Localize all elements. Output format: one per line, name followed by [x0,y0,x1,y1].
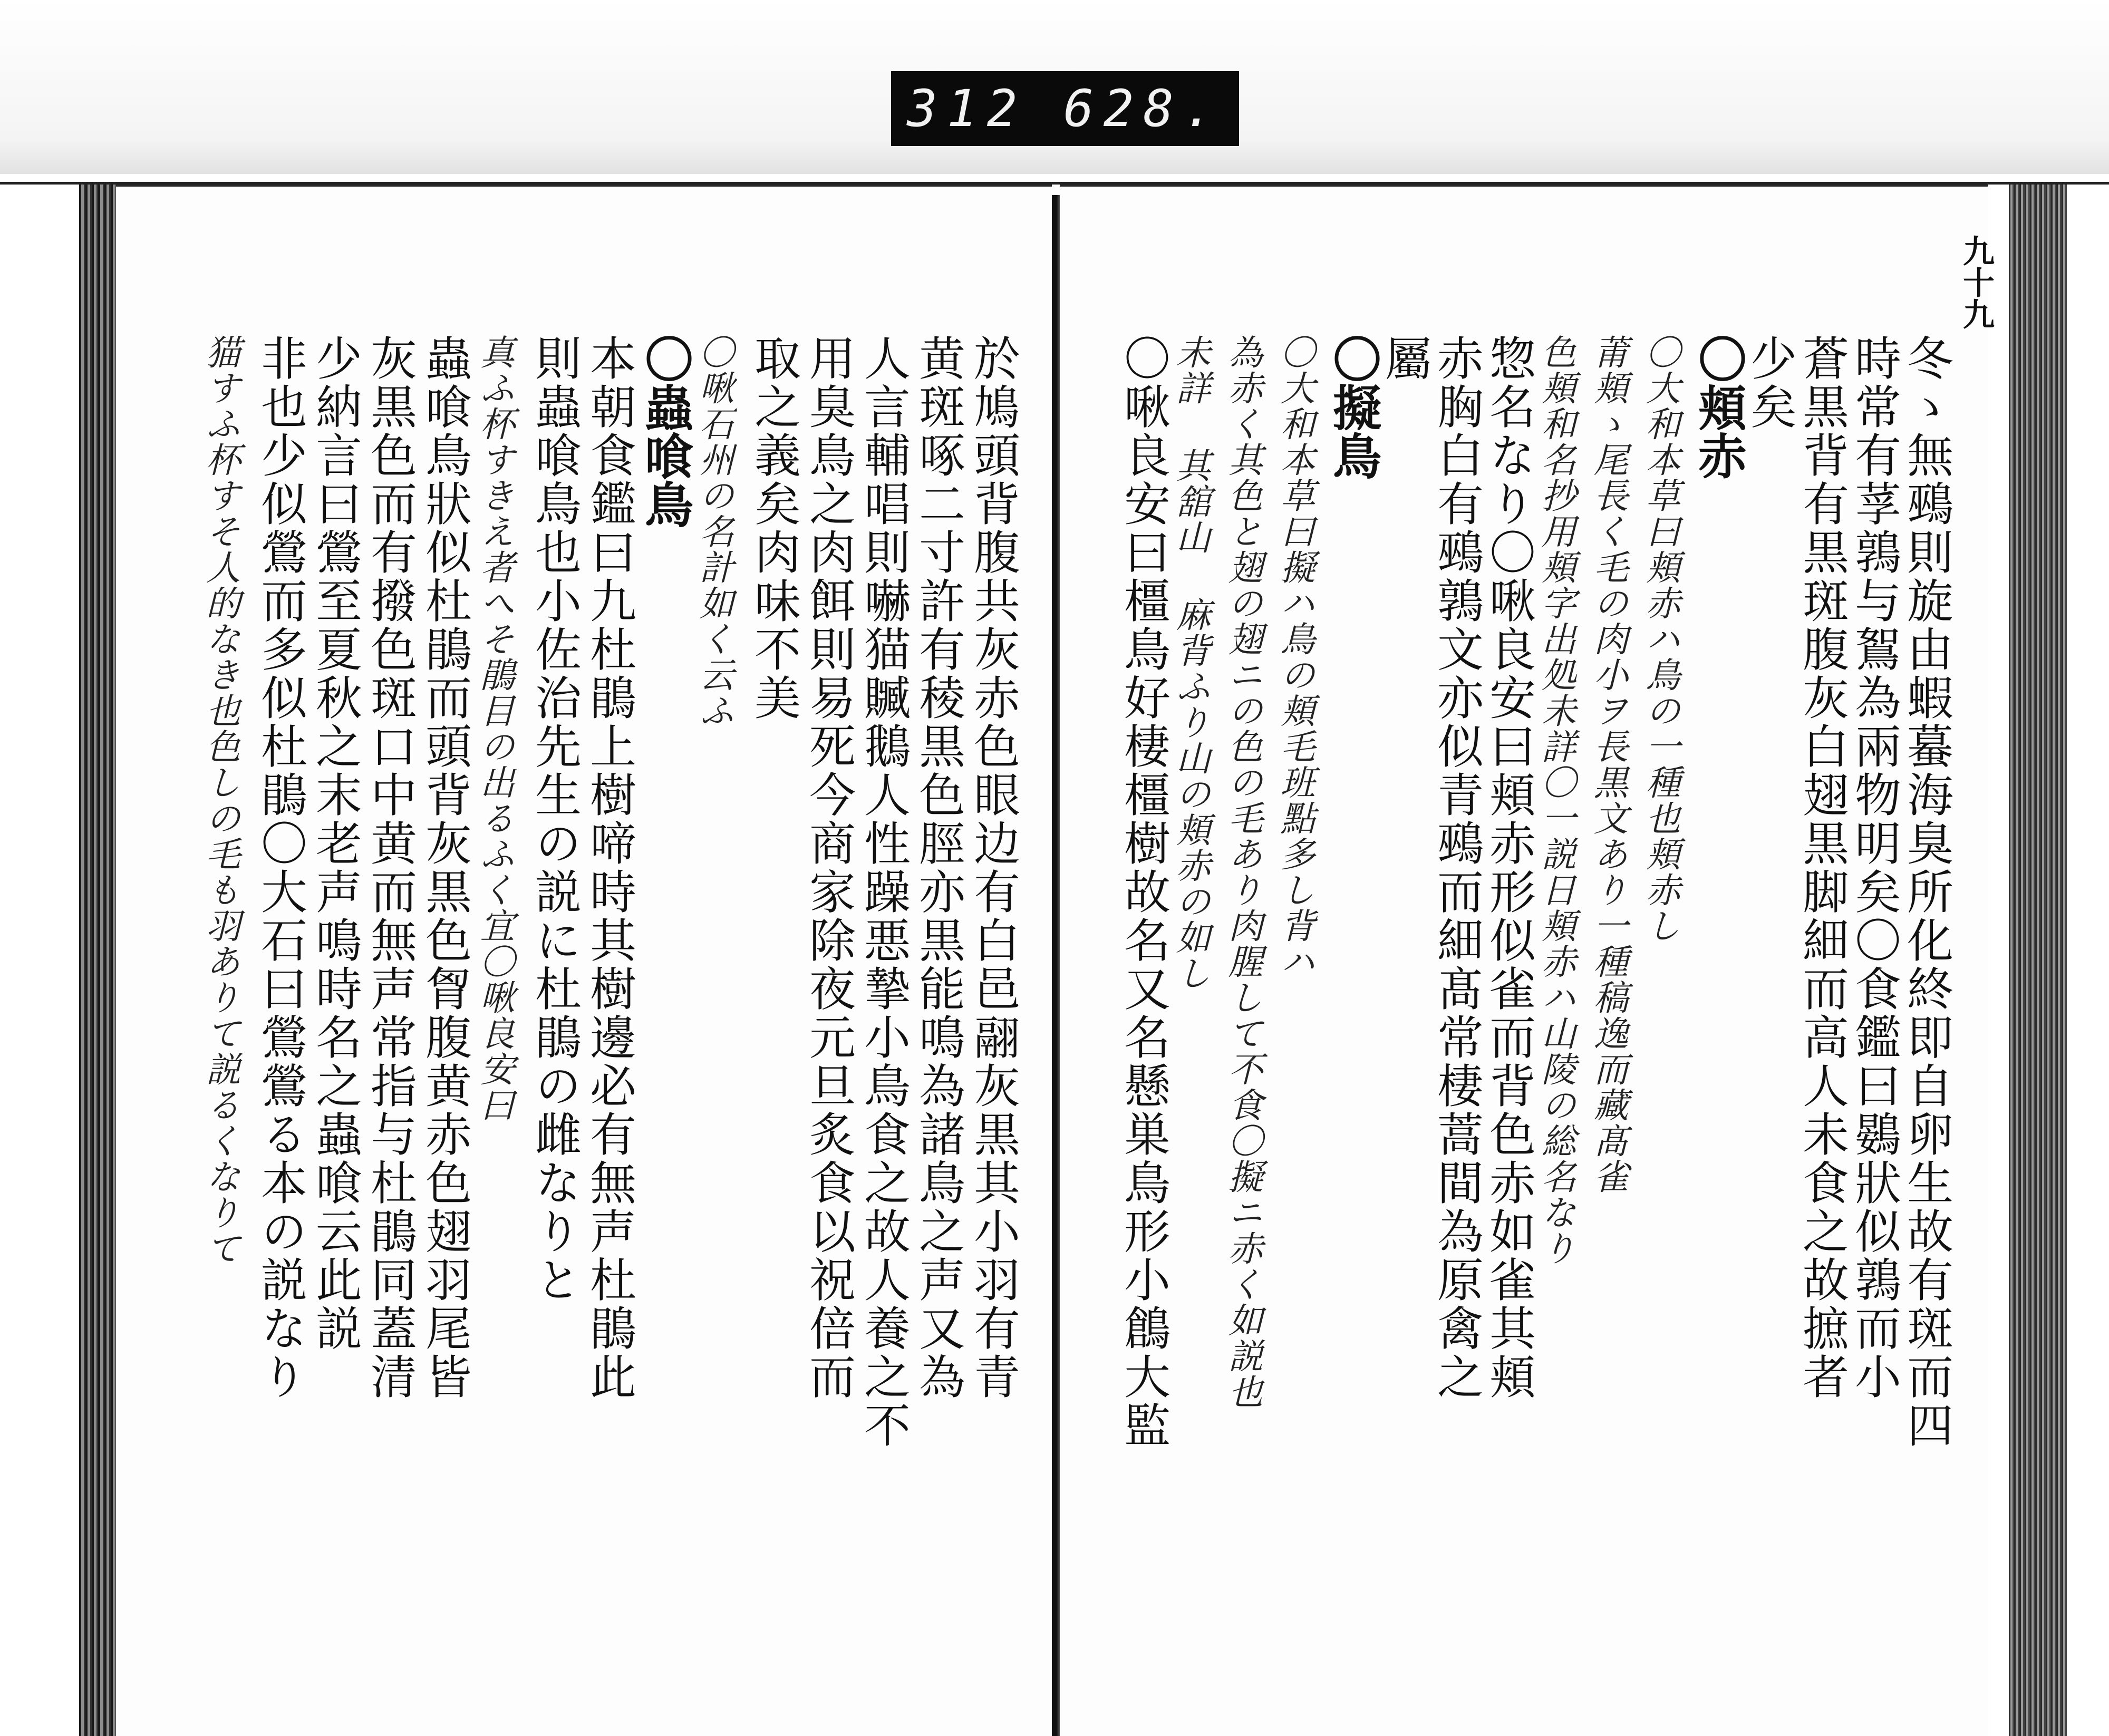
right_page-column-8: 惣名なり〇啾良安曰頬赤形似雀而背色赤如雀其頬 [1482,334,1536,1401]
left_page-column-4: 取之義矣肉味不美 [747,334,801,722]
left_page-column-14: 猫すふ杯すそ人的なき也色しの毛も羽ありて説るくなりて [200,334,240,1266]
left-page [116,185,1052,1736]
right_page-column-5: 〇大和本草曰頬赤ハ鳥の一種也頬赤し [1640,334,1680,944]
right_page-column-6: 莆頬ゝ尾長く毛の肉小ヲ長黒文あり一種稿逸而藏髙雀 [1588,334,1628,1195]
right_page-column-2: 蒼黒背有黒斑腹灰白翅黒脚細而高人未食之故摭者 [1795,334,1850,1401]
call-number-left: 312 [907,79,1027,138]
call-number-label [891,71,1239,146]
right_page-column-11: 〇擬鳥 [1325,334,1382,480]
right_page-column-15: 〇啾良安曰橿鳥好棲橿樹故名又名懸巣鳥形小鶬大監 [1117,334,1171,1450]
page-number: 九十九 [1958,235,1995,329]
right_page-column-3: 少矣 [1743,334,1797,431]
right_page-column-0: 冬ゝ無鵐則旋由蝦蟇海臭所化終即自卵生故有斑而四 [1900,334,1954,1450]
left_page-column-8: 則蟲喰鳥也小佐治先生の説に杜鵑の雌なりと [528,334,582,1304]
left_page-column-7: 本朝食鑑曰九杜鵑上樹啼時其樹邊必有無声杜鵑此 [583,334,637,1401]
left_page-column-0: 於鳩頭背腹共灰赤色眼边有白邑翮灰黒其小羽有青 [966,334,1021,1401]
right_page-column-7: 色頬和名抄用頬字出処未詳〇一説日頬赤ハ山陵の総名なり [1535,334,1576,1266]
left_page-column-13: 非也少似鶯而多似杜鵑〇大石曰鶯鶯る本の説なり [254,334,308,1401]
left_page-column-9: 真ふ杯すきえ者へそ鵑目の出るふく宜〇啾良安曰 [474,334,515,1123]
right-page [1060,185,1988,1736]
left_page-column-3: 用臭鳥之肉餌則易死今商家除夜元旦炙食以祝倍而 [802,334,856,1401]
left_page-column-2: 人言輔唱則嚇猫贓鵝人性躁悪摯小鳥食之故人養之不 [857,334,911,1450]
left_page-column-1: 黄斑啄二寸許有稜黒色脛亦黒能鳴為諸鳥之声又為 [912,334,966,1401]
book-spread [79,185,2030,1736]
right_page-column-4: 〇頬赤 [1690,334,1747,480]
left_page-column-12: 少納言曰鶯至夏秋之末老声鳴時名之蟲喰云此説 [308,334,363,1353]
call-number-right: 628. [1063,79,1223,138]
right_page-column-10: 屬 [1378,334,1432,383]
left_page-column-10: 蟲喰鳥狀似杜鵑而頭背灰黒色胷腹黄赤色翅羽尾皆 [418,334,472,1401]
left_page-column-6: 〇蟲喰鳥 [637,334,694,528]
right_page-column-12: 〇大和本草曰擬ハ鳥の頬毛班點多し背ハ [1274,334,1315,979]
left_page-column-11: 灰黒色而有撥色斑口中黄而無声常指与杜鵑同蓋清 [363,334,418,1401]
left_page-column-5: 〇啾石州の名計如く云ふ [693,334,734,729]
book-edge-right [2009,185,2067,1736]
right_page-column-13: 為赤く其色と翅の翅ニの色の毛あり肉腥して不食〇擬ニ赤く如説也 [1222,334,1263,1410]
right_page-column-9: 赤胸白有鵐鶉文亦似青鵐而細髙常棲蒿間為原禽之 [1430,334,1484,1401]
right_page-column-14: 未詳 其舘山 麻背ふり山の頬赤の如し [1170,334,1211,991]
book-gutter [1052,195,1060,1736]
right_page-column-1: 時常有莩鶉与鴽為兩物明矣〇食鑑曰鷃狀似鶉而小 [1847,334,1902,1401]
